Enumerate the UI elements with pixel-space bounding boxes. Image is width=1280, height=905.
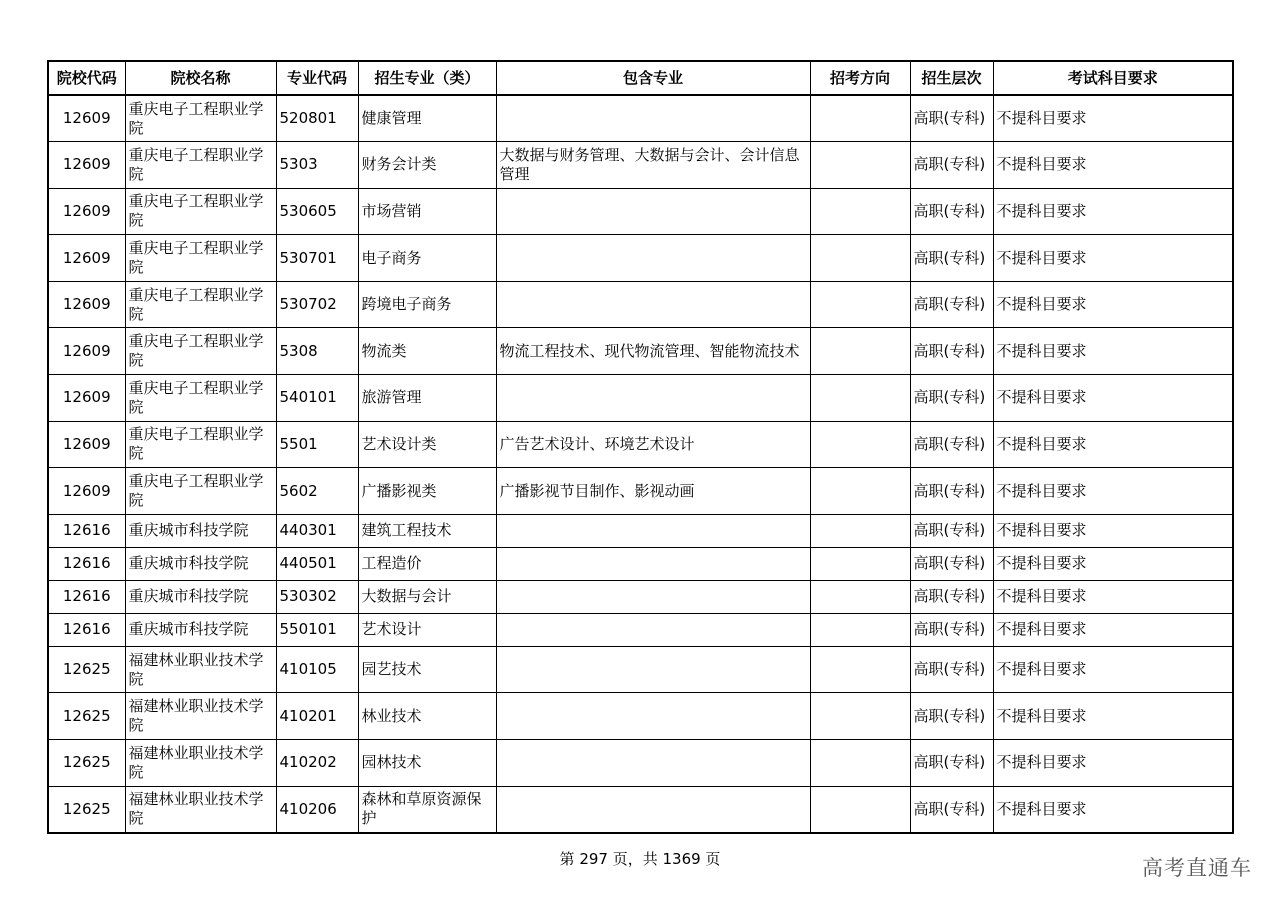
cell-school-code: 12616	[48, 547, 125, 580]
cell-level: 高职(专科)	[910, 547, 993, 580]
cell-major: 园林技术	[358, 740, 496, 787]
cell-major: 大数据与会计	[358, 580, 496, 613]
cell-major-code: 5501	[276, 421, 358, 468]
cell-school-code: 12609	[48, 235, 125, 282]
cell-direction	[810, 786, 910, 833]
cell-included-majors	[496, 547, 810, 580]
cell-school-name: 重庆电子工程职业学院	[125, 421, 276, 468]
header-level: 招生层次	[910, 61, 993, 95]
cell-school-code: 12609	[48, 95, 125, 142]
cell-school-name: 重庆城市科技学院	[125, 580, 276, 613]
cell-subject-requirement: 不提科目要求	[993, 740, 1233, 787]
cell-school-name: 福建林业职业技术学院	[125, 786, 276, 833]
cell-subject-requirement: 不提科目要求	[993, 693, 1233, 740]
cell-direction	[810, 421, 910, 468]
cell-school-name: 重庆城市科技学院	[125, 613, 276, 646]
cell-major: 工程造价	[358, 547, 496, 580]
cell-level: 高职(专科)	[910, 375, 993, 422]
cell-school-code: 12609	[48, 281, 125, 328]
cell-major: 电子商务	[358, 235, 496, 282]
cell-major-code: 440301	[276, 514, 358, 547]
cell-school-name: 重庆电子工程职业学院	[125, 188, 276, 235]
table-row	[48, 375, 1233, 422]
cell-major-code: 540101	[276, 375, 358, 422]
cell-major: 市场营销	[358, 188, 496, 235]
cell-subject-requirement: 不提科目要求	[993, 421, 1233, 468]
table-row	[48, 786, 1233, 833]
cell-school-name: 重庆电子工程职业学院	[125, 281, 276, 328]
table-header	[48, 61, 1233, 95]
cell-direction	[810, 375, 910, 422]
cell-subject-requirement: 不提科目要求	[993, 95, 1233, 142]
table-row	[48, 580, 1233, 613]
cell-direction	[810, 95, 910, 142]
cell-major-code: 550101	[276, 613, 358, 646]
cell-school-name: 福建林业职业技术学院	[125, 693, 276, 740]
cell-included-majors	[496, 514, 810, 547]
table-row	[48, 547, 1233, 580]
cell-included-majors: 广告艺术设计、环境艺术设计	[496, 421, 810, 468]
cell-school-code: 12625	[48, 740, 125, 787]
cell-direction	[810, 693, 910, 740]
cell-school-code: 12609	[48, 188, 125, 235]
cell-major: 跨境电子商务	[358, 281, 496, 328]
cell-major: 财务会计类	[358, 142, 496, 189]
page-number: 第 297 页，共 1369 页	[559, 850, 721, 868]
header-school-code: 院校代码	[48, 61, 125, 95]
table-row	[48, 740, 1233, 787]
table-row	[48, 328, 1233, 375]
cell-included-majors	[496, 235, 810, 282]
cell-major: 森林和草原资源保护	[358, 786, 496, 833]
cell-level: 高职(专科)	[910, 514, 993, 547]
cell-major-code: 520801	[276, 95, 358, 142]
cell-subject-requirement: 不提科目要求	[993, 646, 1233, 693]
table-row	[48, 281, 1233, 328]
cell-major-code: 530702	[276, 281, 358, 328]
cell-school-name: 重庆城市科技学院	[125, 547, 276, 580]
cell-school-code: 12616	[48, 514, 125, 547]
table-body	[48, 95, 1233, 833]
cell-major: 旅游管理	[358, 375, 496, 422]
cell-subject-requirement: 不提科目要求	[993, 375, 1233, 422]
cell-direction	[810, 468, 910, 515]
cell-subject-requirement: 不提科目要求	[993, 786, 1233, 833]
cell-direction	[810, 514, 910, 547]
cell-level: 高职(专科)	[910, 613, 993, 646]
cell-major: 建筑工程技术	[358, 514, 496, 547]
cell-school-code: 12609	[48, 375, 125, 422]
cell-level: 高职(专科)	[910, 786, 993, 833]
watermark: 高考直通车	[1142, 856, 1252, 880]
cell-direction	[810, 281, 910, 328]
cell-direction	[810, 646, 910, 693]
cell-school-name: 福建林业职业技术学院	[125, 740, 276, 787]
cell-major-code: 440501	[276, 547, 358, 580]
cell-school-name: 重庆电子工程职业学院	[125, 235, 276, 282]
cell-subject-requirement: 不提科目要求	[993, 281, 1233, 328]
cell-included-majors: 广播影视节目制作、影视动画	[496, 468, 810, 515]
admissions-table	[47, 60, 1234, 834]
cell-subject-requirement: 不提科目要求	[993, 328, 1233, 375]
header-row	[48, 61, 1233, 95]
cell-school-name: 重庆电子工程职业学院	[125, 328, 276, 375]
header-school-name: 院校名称	[125, 61, 276, 95]
cell-subject-requirement: 不提科目要求	[993, 468, 1233, 515]
cell-level: 高职(专科)	[910, 95, 993, 142]
cell-major-code: 410201	[276, 693, 358, 740]
cell-direction	[810, 235, 910, 282]
cell-major-code: 5303	[276, 142, 358, 189]
cell-included-majors: 物流工程技术、现代物流管理、智能物流技术	[496, 328, 810, 375]
cell-school-code: 12625	[48, 786, 125, 833]
cell-direction	[810, 328, 910, 375]
cell-major-code: 410105	[276, 646, 358, 693]
cell-level: 高职(专科)	[910, 740, 993, 787]
cell-level: 高职(专科)	[910, 281, 993, 328]
header-subject-requirement: 考试科目要求	[993, 61, 1233, 95]
table-row	[48, 468, 1233, 515]
cell-school-name: 重庆电子工程职业学院	[125, 468, 276, 515]
cell-school-code: 12625	[48, 646, 125, 693]
cell-school-code: 12609	[48, 328, 125, 375]
cell-included-majors	[496, 580, 810, 613]
cell-major-code: 530701	[276, 235, 358, 282]
cell-direction	[810, 188, 910, 235]
cell-school-code: 12616	[48, 613, 125, 646]
cell-included-majors	[496, 613, 810, 646]
cell-school-code: 12609	[48, 421, 125, 468]
cell-school-code: 12609	[48, 468, 125, 515]
cell-major-code: 410206	[276, 786, 358, 833]
cell-major: 艺术设计	[358, 613, 496, 646]
table-row	[48, 646, 1233, 693]
cell-major-code: 5308	[276, 328, 358, 375]
cell-major: 物流类	[358, 328, 496, 375]
cell-school-name: 重庆电子工程职业学院	[125, 95, 276, 142]
cell-subject-requirement: 不提科目要求	[993, 613, 1233, 646]
cell-major-code: 410202	[276, 740, 358, 787]
cell-school-name: 福建林业职业技术学院	[125, 646, 276, 693]
cell-subject-requirement: 不提科目要求	[993, 142, 1233, 189]
cell-level: 高职(专科)	[910, 235, 993, 282]
cell-level: 高职(专科)	[910, 693, 993, 740]
cell-level: 高职(专科)	[910, 421, 993, 468]
table-row	[48, 95, 1233, 142]
cell-level: 高职(专科)	[910, 328, 993, 375]
cell-major: 林业技术	[358, 693, 496, 740]
cell-included-majors	[496, 95, 810, 142]
cell-included-majors	[496, 693, 810, 740]
table-row	[48, 514, 1233, 547]
cell-included-majors	[496, 740, 810, 787]
cell-major-code: 530302	[276, 580, 358, 613]
header-direction: 招考方向	[810, 61, 910, 95]
cell-school-name: 重庆城市科技学院	[125, 514, 276, 547]
cell-school-code: 12616	[48, 580, 125, 613]
cell-major: 园艺技术	[358, 646, 496, 693]
cell-school-name: 重庆电子工程职业学院	[125, 375, 276, 422]
table-row	[48, 142, 1233, 189]
table-row	[48, 421, 1233, 468]
cell-included-majors	[496, 646, 810, 693]
cell-level: 高职(专科)	[910, 142, 993, 189]
table-row	[48, 235, 1233, 282]
cell-direction	[810, 740, 910, 787]
cell-direction	[810, 547, 910, 580]
cell-subject-requirement: 不提科目要求	[993, 580, 1233, 613]
header-major: 招生专业（类）	[358, 61, 496, 95]
cell-subject-requirement: 不提科目要求	[993, 514, 1233, 547]
cell-major-code: 5602	[276, 468, 358, 515]
cell-subject-requirement: 不提科目要求	[993, 235, 1233, 282]
cell-included-majors	[496, 188, 810, 235]
cell-level: 高职(专科)	[910, 646, 993, 693]
cell-major: 广播影视类	[358, 468, 496, 515]
table-row	[48, 188, 1233, 235]
table-row	[48, 613, 1233, 646]
cell-included-majors	[496, 786, 810, 833]
cell-major: 艺术设计类	[358, 421, 496, 468]
cell-school-name: 重庆电子工程职业学院	[125, 142, 276, 189]
header-major-code: 专业代码	[276, 61, 358, 95]
cell-major-code: 530605	[276, 188, 358, 235]
cell-school-code: 12625	[48, 693, 125, 740]
table-row	[48, 693, 1233, 740]
cell-major: 健康管理	[358, 95, 496, 142]
cell-direction	[810, 580, 910, 613]
cell-subject-requirement: 不提科目要求	[993, 547, 1233, 580]
cell-included-majors	[496, 375, 810, 422]
cell-direction	[810, 613, 910, 646]
cell-included-majors	[496, 281, 810, 328]
cell-level: 高职(专科)	[910, 188, 993, 235]
cell-level: 高职(专科)	[910, 580, 993, 613]
cell-subject-requirement: 不提科目要求	[993, 188, 1233, 235]
header-included-majors: 包含专业	[496, 61, 810, 95]
cell-level: 高职(专科)	[910, 468, 993, 515]
cell-school-code: 12609	[48, 142, 125, 189]
cell-direction	[810, 142, 910, 189]
cell-included-majors: 大数据与财务管理、大数据与会计、会计信息管理	[496, 142, 810, 189]
